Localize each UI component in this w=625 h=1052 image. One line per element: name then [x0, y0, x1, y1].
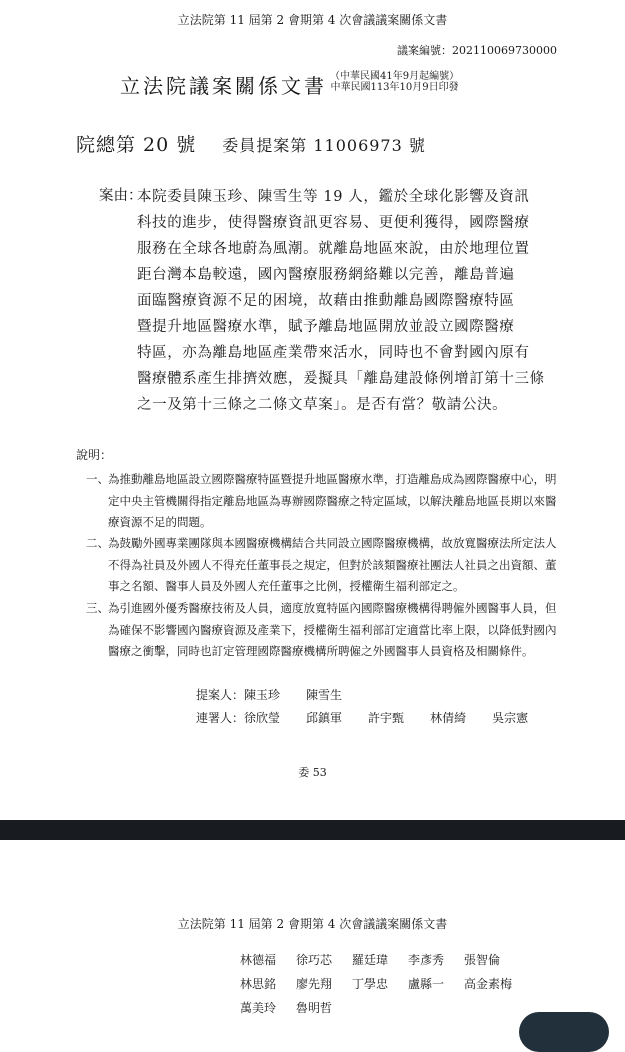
cosigner-name: 徐巧芯: [296, 953, 333, 967]
cosigner-name: 廖先翔: [296, 977, 333, 991]
cosigner-name: 萬美玲: [240, 1001, 277, 1015]
page-separator: [0, 820, 625, 840]
cosigner-name: 張智倫: [464, 953, 501, 967]
explanation-label: 說明：: [76, 448, 113, 462]
item-line: 醫療之衝擊，同時也訂定管理國際醫療機構所聘僱之外國醫事人員資格及相關條件。: [108, 644, 534, 658]
explanation-item: [86, 598, 557, 663]
case-line: 暨提升地區醫療水準，賦予離島地區開放並設立國際醫療: [137, 319, 515, 335]
case-line: 距台灣本島較遠，國內醫療服務網絡難以完善，離島普遍: [137, 267, 515, 283]
item-line: 療資源不足的問題。: [108, 515, 212, 529]
page-header: 立法院第 11 屆第 2 會期第 4 次會議議案關係文書: [177, 13, 448, 27]
proposer-line: [196, 686, 342, 703]
cosigner-name: 羅廷瑋: [352, 953, 389, 967]
case-line: 服務在全球各地蔚為風潮。就離島地區來說，由於地理位置: [137, 241, 530, 257]
cosigner-name: 丁學忠: [352, 977, 389, 991]
bill-number: 議案編號：202110069730000: [397, 44, 557, 57]
cosigner-name: 林思銘: [240, 977, 277, 991]
cosigner-name: 邱鎮軍: [306, 711, 343, 725]
document-title: 立法院議案關係文書: [120, 74, 327, 98]
item-line: 為鼓勵外國專業團隊與本國醫療機構結合共同設立國際醫療機構，故放寬醫療法所定法人: [108, 536, 557, 550]
explanation-item: [86, 533, 557, 598]
general-number: 院總第 20 號: [76, 134, 197, 156]
cosigner-name: 林倩綺: [430, 711, 467, 725]
print-date-block: [330, 71, 459, 93]
cosigner-label: 連署人：: [196, 711, 245, 725]
item-number: 二、: [86, 536, 109, 550]
item-line: 不得為社員及外國人不得充任董事長之規定，但對於該類醫療社團法人社員之出資額、董: [108, 557, 557, 572]
item-line: 事之名額、醫事人員及外國人充任董事之比例，授權衛生福利部定之。: [108, 579, 465, 593]
cosigner-name: 許宇甄: [368, 711, 405, 725]
cosigner-name: 盧縣一: [408, 977, 445, 991]
case-body: [137, 184, 557, 418]
case-line: 面臨醫療資源不足的困境，故藉由推動離島國際醫療特區: [137, 293, 515, 309]
proposer-name: 陳雪生: [306, 688, 343, 702]
item-number: 三、: [86, 601, 109, 615]
proposal-number: 委員提案第 11006973 號: [222, 136, 426, 155]
item-line: 為推動離島地區設立國際醫療特區暨提升地區醫療水準，打造離島成為國際醫療中心，明: [108, 472, 557, 486]
numbering-note: （中華民國41年9月起編號）: [330, 71, 460, 82]
cosigner-name: 林德福: [240, 953, 277, 967]
cosigner-name: 吳宗憲: [492, 711, 529, 725]
case-line: 醫療體系產生排擠效應，爰擬具「離島建設條例增訂第十三條: [137, 371, 545, 387]
print-date: 中華民國113年10月9日印發: [330, 82, 459, 93]
page-number: 委 53: [298, 766, 327, 779]
cosigner-line: [196, 709, 528, 726]
item-line: 為確保不影響國內醫療資源及產業下，授權衛生福利部訂定適當比率上限，以降低對國內: [108, 622, 557, 637]
case-line: 本院委員陳玉珍、陳雪生等 19 人，鑑於全球化影響及資訊: [137, 189, 530, 205]
page-header: 立法院第 11 屆第 2 會期第 4 次會議議案關係文書: [177, 917, 448, 931]
item-line: 為引進國外優秀醫療技術及人員，適度放寬特區內國際醫療機構得聘僱外國醫事人員，但: [108, 601, 557, 615]
names-row: [240, 996, 534, 1020]
item-line: 定中央主管機關得指定離島地區為專辦國際醫療之特定區域，以解決離島地區長期以來醫: [108, 493, 557, 508]
case-label: 案由：: [99, 188, 143, 204]
cosigner-name: 李彥秀: [408, 953, 445, 967]
names-row: [240, 948, 534, 972]
proposer-label: 提案人：: [196, 688, 245, 702]
cosigner-names-grid: [240, 948, 534, 1020]
case-line: 之一及第十三條之二條文草案」。是否有當？敬請公決。: [137, 397, 508, 413]
explanation-item: [86, 469, 557, 534]
cosigner-name: 徐欣瑩: [244, 711, 281, 725]
case-line: 科技的進步，使得醫療資訊更容易、更便利獲得，國際醫療: [137, 215, 530, 231]
document-number-line: [76, 130, 426, 157]
cosigner-name: 高金素梅: [464, 977, 513, 991]
case-line: 特區，亦為離島地區產業帶來活水，同時也不會對國內原有: [137, 345, 530, 361]
proposer-name: 陳玉珍: [244, 688, 281, 702]
floating-action-button[interactable]: [519, 1012, 609, 1052]
names-row: [240, 972, 534, 996]
item-number: 一、: [86, 472, 109, 486]
cosigner-name: 魯明哲: [296, 1001, 333, 1015]
